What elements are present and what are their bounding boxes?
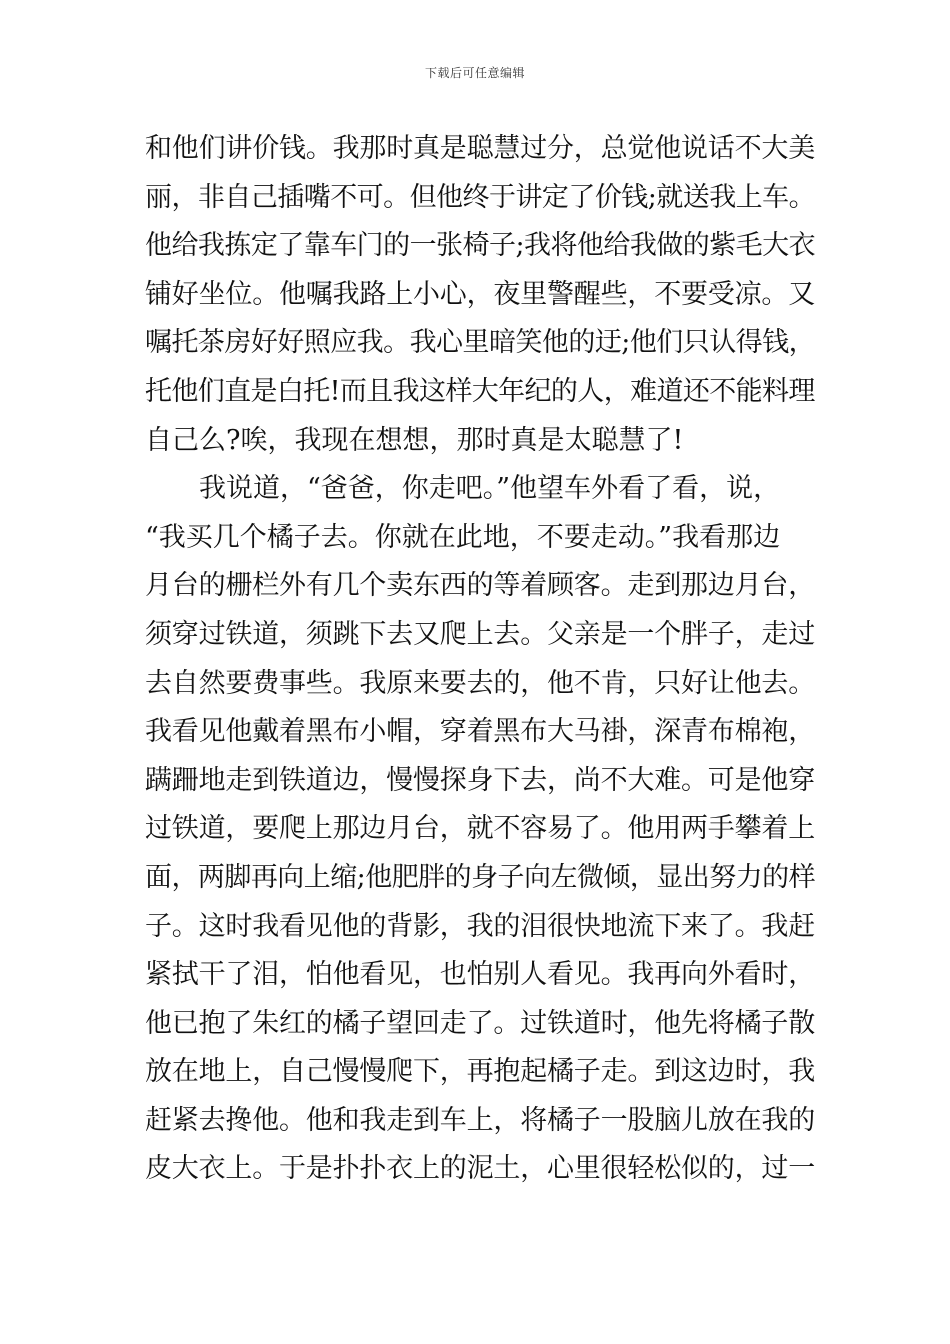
text-line: 过铁道，要爬上那边月台，就不容易了。他用两手攀着上 — [145, 813, 815, 845]
text-line: 我看见他戴着黑布小帽，穿着黑布大马褂，深青布棉袍， — [145, 716, 815, 748]
text-line: 嘱托茶房好好照应我。我心里暗笑他的迂;他们只认得钱， — [145, 327, 816, 359]
text-line: 铺好坐位。他嘱我路上小心，夜里警醒些，不要受凉。又 — [145, 278, 815, 310]
text-line: 他已抱了朱红的橘子望回走了。过铁道时，他先将橘子散 — [145, 1007, 815, 1039]
body-text — [145, 125, 815, 1194]
text-line: 赶紧去搀他。他和我走到车上，将橘子一股脑儿放在我的 — [145, 1104, 815, 1136]
text-line: 面，两脚再向上缩;他肥胖的身子向左微倾，显出努力的样 — [145, 861, 816, 893]
text-line: 托他们直是白托!而且我这样大年纪的人，难道还不能料理 — [145, 375, 815, 407]
text-line: “我买几个橘子去。你就在此地，不要走动。”我看那边 — [145, 521, 781, 553]
text-line: 须穿过铁道，须跳下去又爬上去。父亲是一个胖子，走过 — [145, 618, 815, 650]
text-line: 蹒跚地走到铁道边，慢慢探身下去，尚不大难。可是他穿 — [145, 764, 815, 796]
text-line: 我说道，“爸爸，你走吧。”他望车外看了看，说， — [145, 473, 781, 505]
page-header: 下载后可任意编辑 — [424, 66, 525, 80]
text-line: 去自然要费事些。我原来要去的，他不肯，只好让他去。 — [145, 667, 815, 699]
text-line: 他给我拣定了靠车门的一张椅子;我将他给我做的紫毛大衣 — [145, 230, 816, 262]
text-line: 皮大衣上。于是扑扑衣上的泥土，心里很轻松似的，过一 — [145, 1153, 815, 1185]
text-line: 自己么?唉，我现在想想，那时真是太聪慧了! — [145, 424, 684, 456]
text-line: 放在地上，自己慢慢爬下，再抱起橘子走。到这边时，我 — [145, 1056, 815, 1088]
text-line: 月台的栅栏外有几个卖东西的等着顾客。走到那边月台， — [145, 570, 815, 602]
text-line: 丽，非自己插嘴不可。但他终于讲定了价钱;就送我上车。 — [145, 181, 816, 213]
text-line: 紧拭干了泪，怕他看见，也怕别人看见。我再向外看时， — [145, 959, 815, 991]
text-line: 和他们讲价钱。我那时真是聪慧过分，总觉他说话不大美 — [145, 133, 815, 164]
text-line: 子。这时我看见他的背影，我的泪很快地流下来了。我赶 — [145, 910, 815, 942]
